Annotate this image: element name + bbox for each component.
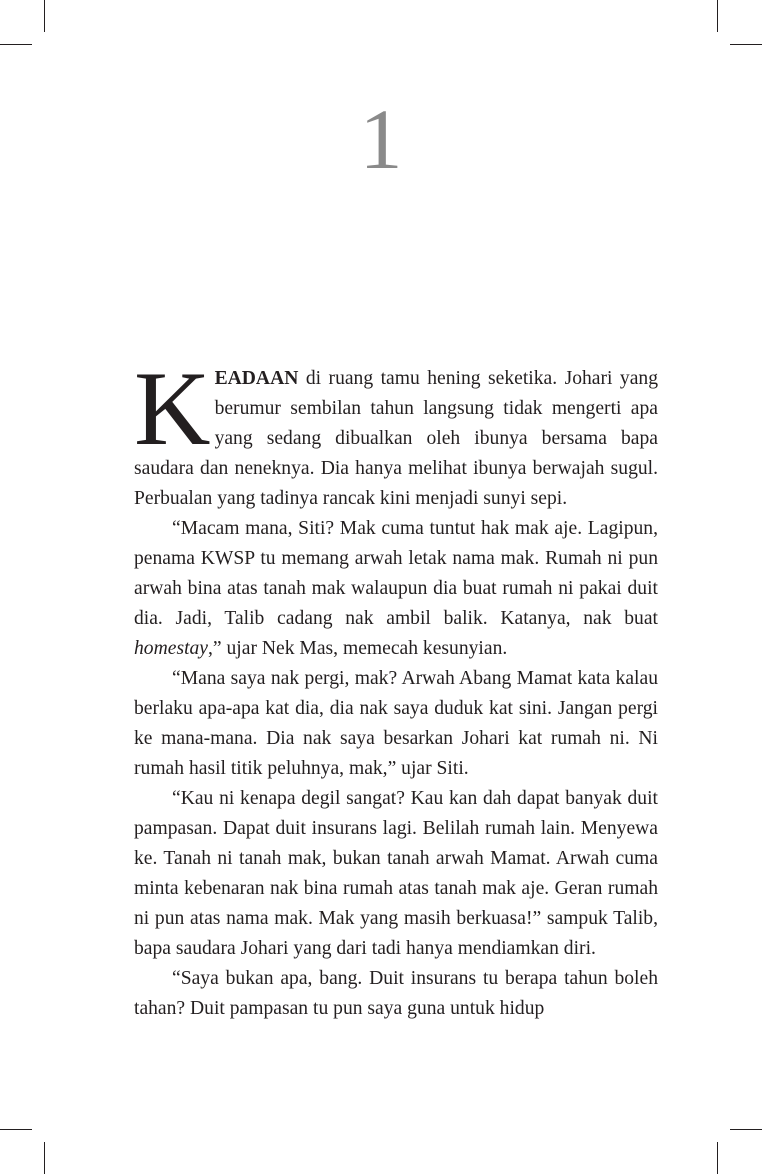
paragraph-5 (134, 964, 658, 1024)
italic-term: homestay (134, 638, 209, 659)
chapter-body (134, 350, 658, 1024)
paragraph-2 (134, 514, 658, 664)
crop-mark-bottom-left-vertical (44, 1142, 45, 1174)
paragraph-text: ,” ujar Nek Mas, memecah kesunyian. (208, 638, 508, 659)
crop-mark-top-right-vertical (717, 0, 718, 32)
chapter-number: 1 (359, 91, 403, 187)
crop-mark-bottom-right-horizontal (730, 1129, 762, 1130)
paragraph-text: “Saya bukan apa, bang. Duit insurans tu berapa tahun boleh tahan? Duit pampasan tu pun saya guna untuk hidup (134, 968, 658, 1019)
paragraph-text: “Kau ni kenapa degil sangat? Kau kan dah dapat banyak duit pampasan. Dapat duit insurans lagi. Belilah rumah lain. Menyewa ke. Tanah ni tanah mak, bukan tanah arwah Mamat. Arwah cuma minta kebenaran nak bina rumah atas tanah mak aje. Geran rumah ni pun atas nama mak. Mak yang masih berkuasa!” sampuk Talib, bapa saudara Johari yang dari tadi hanya mendiamkan diri. (134, 788, 658, 959)
crop-mark-bottom-right-vertical (717, 1142, 718, 1174)
paragraph-text: di ruang tamu hening seketika. Johari yang berumur sembilan tahun langsung tidak mengerti apa yang sedang dibualkan oleh ibunya bersama bapa saudara dan neneknya. Dia hanya melihat ibunya berwajah sugul. Perbualan yang tadinya rancak kini menjadi sunyi sepi. (134, 368, 658, 509)
crop-mark-top-left-horizontal (0, 44, 32, 45)
paragraph-1 (134, 350, 658, 514)
crop-mark-top-right-horizontal (730, 44, 762, 45)
crop-mark-top-left-vertical (44, 0, 45, 32)
paragraph-3 (134, 664, 658, 784)
lead-word: EADAAN (214, 368, 299, 389)
paragraph-text: “Macam mana, Siti? Mak cuma tuntut hak mak aje. Lagipun, penama KWSP tu memang arwah letak nama mak. Rumah ni pun arwah bina atas tanah mak walaupun dia buat rumah ni pakai duit dia. Jadi, Talib cadang nak ambil balik. Katanya, nak buat (134, 518, 658, 629)
drop-cap: K (134, 350, 211, 467)
paragraph-4 (134, 784, 658, 964)
crop-mark-bottom-left-horizontal (0, 1129, 32, 1130)
paragraph-text: “Mana saya nak pergi, mak? Arwah Abang Mamat kata kalau berlaku apa-apa kat dia, dia nak saya duduk kat sini. Jangan pergi ke mana-mana. Dia nak saya besarkan Johari kat rumah ni. Ni rumah hasil titik peluhnya, mak,” ujar Siti. (134, 668, 658, 779)
